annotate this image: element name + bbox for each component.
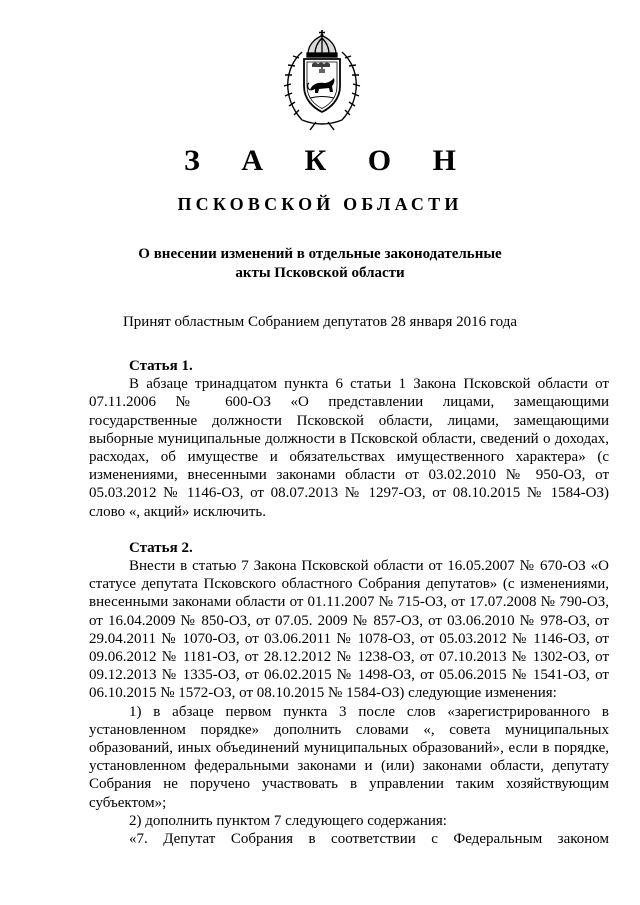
law-subtitle-line: О внесении изменений в отдельные законодательные bbox=[138, 246, 502, 262]
region-name: ПСКОВСКОЙ ОБЛАСТИ bbox=[177, 194, 463, 214]
law-subtitle-line: акты Псковской области bbox=[235, 265, 405, 281]
article-2-paragraph: Внести в статью 7 Закона Псковской области от 16.05.2007 № 670-ОЗ «О статусе депутата Псковского областного Собрания депутатов» (с изменениями, внесенными законами области от 01.11.2007 № 715-ОЗ, от 17.07.2008 № 790-ОЗ, от 16.04.2009 № 850-ОЗ, от 07.05. 2009 № 857-ОЗ, от 03.06.2010 № 978-ОЗ, от 29.04.2011 № 1070-ОЗ, от 03.06.2011 № 1078-ОЗ, от 05.03.2012 № 1146-ОЗ, от 09.06.2012 № 1181-ОЗ, от 28.12.2012 № 1238-ОЗ, от 07.10.2013 № 1302-ОЗ, от 09.12.2013 № 1335-ОЗ, от 06.02.2015 № 1498-ОЗ, от 05.06.2015 № 1541-ОЗ, от 06.10.2015 № 1572-ОЗ, от 08.10.2015 № 1584-ОЗ) следующие изменения: bbox=[89, 558, 609, 702]
article-2-item-1: 1) в абзаце первом пункта 3 после слов «зарегистрированного в установленном порядке» дополнить словами «, совета муниципальных образований, иных объединений муниципальных образований», если в порядке, установленном федеральными законами и (или) законами области, депутату Собрания не поручено участвовать в управлении таким хозяйствующим субъектом»; bbox=[89, 703, 609, 811]
article-2-item-2: 2) дополнить пунктом 7 следующего содержания: bbox=[129, 812, 447, 829]
law-title: З А К О Н bbox=[184, 144, 473, 177]
article-1-heading: Статья 1. bbox=[129, 358, 193, 374]
article-1-paragraph: В абзаце тринадцатом пункта 6 статьи 1 Закона Псковской области от 07.11.2006 № 600-ОЗ «О представлении лицами, замещающими государственные должности Псковской области, лицами, замещающими выборные муниципальные должности в Псковской области, сведений о доходах, расходах, об имуществе и обязательствах имущественного характера» (с изменениями, внесенными законами области от 03.02.2010 № 950-ОЗ, от 05.03.2012 № 1146-ОЗ, от 08.07.2013 № 1297-ОЗ, от 08.10.2015 № 1584-ОЗ) слово «, акций» исключить. bbox=[89, 376, 609, 520]
law-subtitle bbox=[0, 245, 640, 283]
adoption-line: Принят областным Собранием депутатов 28 января 2016 года bbox=[122, 314, 518, 330]
law-body bbox=[89, 357, 609, 848]
pskov-coat-of-arms-icon bbox=[272, 28, 372, 132]
article-2-heading: Статья 2. bbox=[129, 539, 193, 556]
article-2-quote-start: «7. Депутат Собрания в соответствии с Федеральным законом bbox=[129, 831, 609, 848]
